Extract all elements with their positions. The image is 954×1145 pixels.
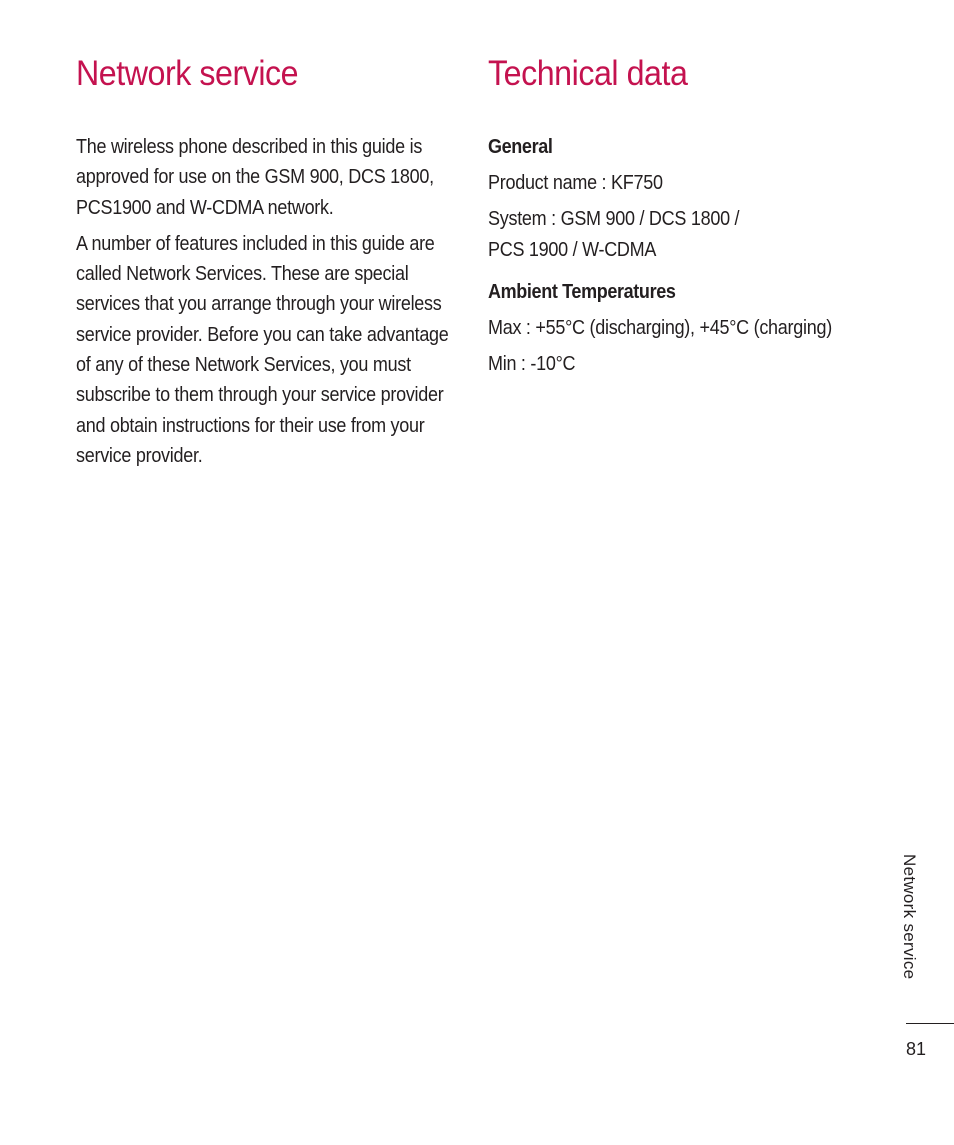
- network-service-heading: Network service: [76, 54, 299, 93]
- general-label: General: [488, 136, 553, 158]
- ambient-temperatures-label: Ambient Temperatures: [488, 280, 676, 303]
- product-name: Product name : KF750: [488, 172, 663, 194]
- max-temperature: Max : +55°C (discharging), +45°C (charging): [488, 316, 832, 339]
- page-number: 81: [906, 1039, 927, 1059]
- technical-data-heading: Technical data: [488, 54, 688, 93]
- general-section: [488, 132, 888, 265]
- system-spec: [488, 204, 884, 265]
- ambient-temperatures-section: [488, 277, 888, 380]
- min-temperature: Min : -10°C: [488, 353, 576, 376]
- side-section-label: Network service: [900, 854, 919, 980]
- technical-data-column: [488, 52, 888, 379]
- network-service-paragraph-2: A number of features included in this guide are called Network Services. These are special services that you arrange through your wireless service provider. Before you can take advantage of any of these Network Services, you must subscribe to them through your service provider and obtain instructions for their use from your service provider.: [76, 232, 449, 467]
- network-service-paragraph-1: The wireless phone described in this guide is approved for use on the GSM 900, DCS 1800, PCS1900 and W-CDMA network.: [76, 136, 434, 219]
- system-spec-line-2: PCS 1900 / W-CDMA: [488, 238, 657, 261]
- network-service-column: [76, 52, 462, 471]
- footer-divider: [906, 1023, 954, 1024]
- system-spec-line-1: System : GSM 900 / DCS 1800 /: [488, 208, 740, 231]
